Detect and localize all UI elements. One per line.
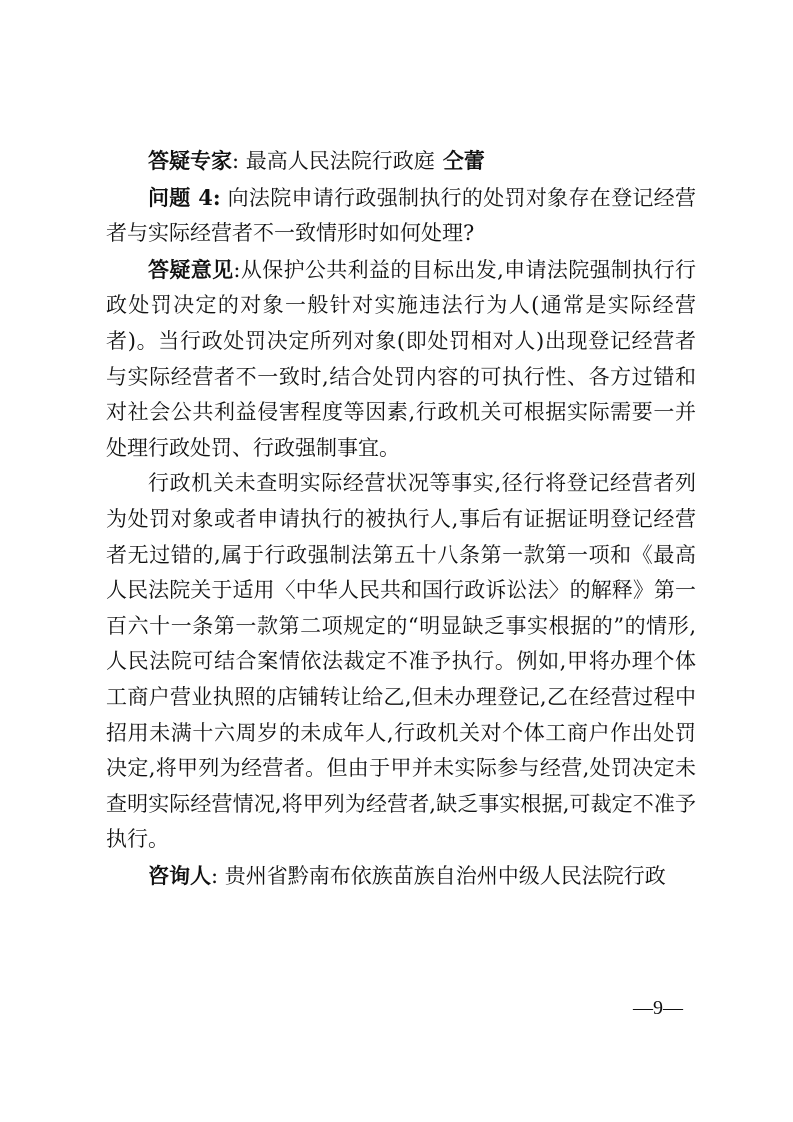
consultant-text: 贵州省黔南布依族苗族自治州中级人民法院行政 bbox=[224, 863, 666, 888]
expert-label: 答疑专家 bbox=[148, 148, 232, 173]
question-label: 问题 4: bbox=[148, 184, 221, 210]
document-body bbox=[106, 143, 696, 894]
opinion-paragraph-2: 行政机关未查明实际经营状况等事实,径行将登记经营者列为处罚对象或者申请执行的被执行人,事后有证据证明登记经营者无过错的,属于行政强制法第五十八条第一款第一项和《最高人民法院关于适用〈中华人民共和国行政诉讼法〉的解释》第一百六十一条第一款第二项规定的“明显缺乏事实根据的”的情形,人民法院可结合案情依法裁定不准予执行。例如,甲将办理个体工商户营业执照的店铺转让给乙,但未办理登记,乙在经营过程中招用未满十六周岁的未成年人,行政机关对个体工商户作出处罚决定,将甲列为经营者。但由于甲并未实际参与经营,处罚决定未查明实际经营情况,将甲列为经营者,缺乏事实根据,可裁定不准予执行。 bbox=[106, 471, 696, 852]
question-paragraph bbox=[106, 180, 696, 252]
question-text: 向法院申请行政强制执行的处罚对象存在登记经营者与实际经营者不一致情形时如何处理? bbox=[106, 185, 696, 246]
opinion-paragraph: 答疑意见:从保护公共利益的目标出发,申请法院强制执行行政处罚决定的对象一般针对实施违法行为人(通常是实际经营者)。当行政处罚决定所列对象(即处罚相对人)出现登记经营者与实际经营者不一致时,结合处罚内容的可执行性、各方过错和对社会公共利益侵害程度等因素,行政机关可根据实际需要一并处理行政处罚、行政强制事宜。 bbox=[106, 256, 696, 460]
page-number: —9— bbox=[633, 997, 683, 1019]
consultant-label: 咨询人 bbox=[148, 862, 211, 888]
opinion-label: 答疑意见 bbox=[148, 256, 234, 282]
expert-name: 仝蕾 bbox=[442, 148, 485, 173]
opinion-text: 从保护公共利益的目标出发,申请法院强制执行行政处罚决定的对象一般针对实施违法行为人(通常是实际经营者)。当行政处罚决定所列对象(即处罚相对人)出现登记经营者与实际经营者不一致时,结合处罚内容的可执行性、各方过错和对社会公共利益侵害程度等因素,行政机关可根据实际需要一并处理行政处罚、行政强制事宜。 bbox=[106, 257, 696, 460]
expert-line: 答疑专家: 最高人民法院行政庭 仝蕾 bbox=[148, 148, 485, 173]
consultant-line: 咨询人: 贵州省黔南布依族苗族自治州中级人民法院行政 bbox=[148, 862, 666, 888]
expert-org: 最高人民法院行政庭 bbox=[245, 149, 435, 173]
